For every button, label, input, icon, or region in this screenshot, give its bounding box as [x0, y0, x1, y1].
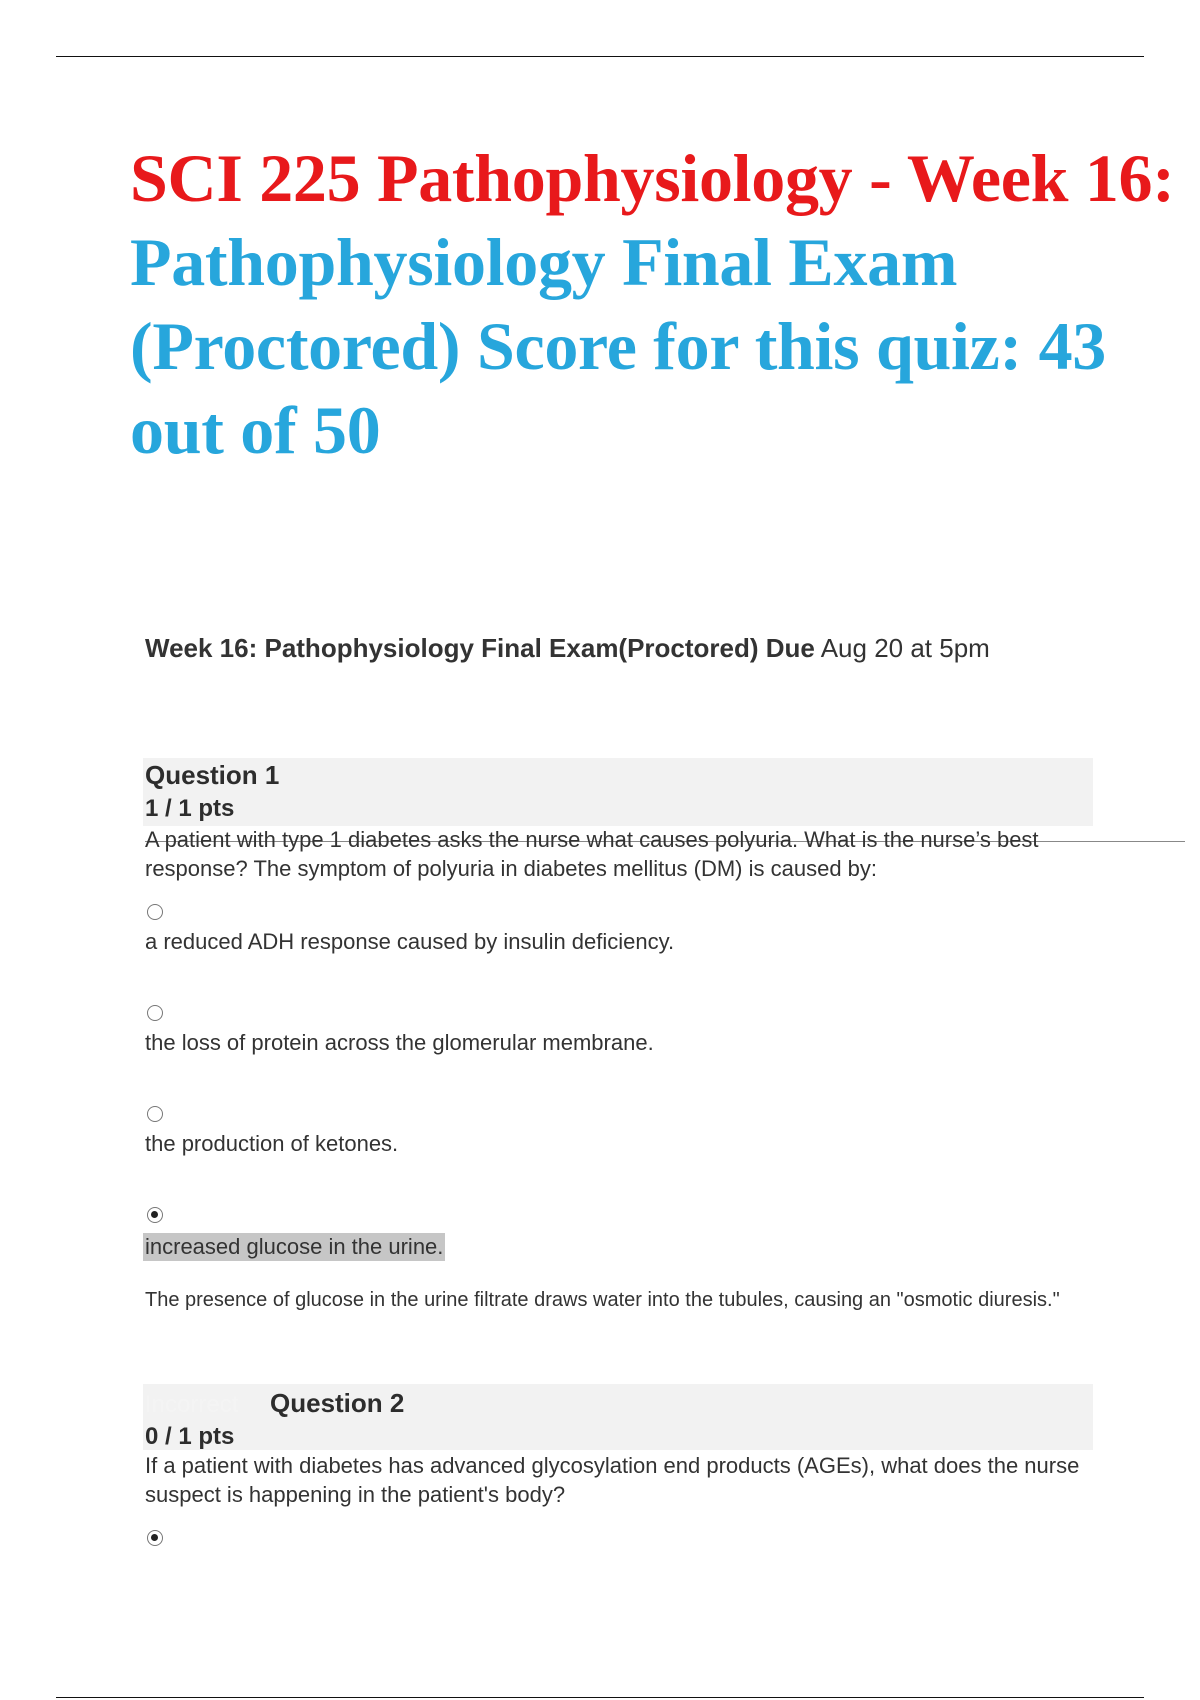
answer-option-3: the production of ketones. [145, 1131, 399, 1156]
question-2-text: If a patient with diabetes has advanced glycosylation end products (AGEs), what does the nurse suspect is happening in the patient's body? [145, 1453, 1080, 1507]
answer-option-4: increased glucose in the urine. [145, 1234, 444, 1259]
question-2-points: 0 / 1 pts [145, 1423, 235, 1450]
assignment-heading [145, 632, 1045, 665]
question-2-title: Question 2 [270, 1388, 405, 1418]
bottom-rule [56, 1697, 1144, 1698]
due-date: Aug 20 at 5pm [820, 633, 990, 663]
assignment-name: Week 16: Pathophysiology Final Exam(Proctored) Due [145, 633, 815, 663]
page-title [130, 136, 1190, 472]
question-1-explanation: The presence of glucose in the urine filtrate draws water into the tubules, causing an "osmotic diuresis." [145, 1289, 1060, 1311]
title-exam: Pathophysiology Final Exam (Proctored) Score for this quiz: 43 out of 50 [130, 224, 1106, 468]
question-2-radio-selected[interactable] [147, 1530, 163, 1546]
answer-radio-1[interactable] [147, 904, 163, 920]
answer-option-1: a reduced ADH response caused by insulin deficiency. [145, 929, 675, 954]
incorrect-badge: Incorrect [145, 1391, 239, 1418]
question-1-title: Question 1 [145, 760, 280, 790]
top-rule [56, 56, 1144, 57]
question-1-header [143, 758, 1093, 826]
question-1-text: A patient with type 1 diabetes asks the nurse what causes polyuria. What is the nurse’s best response? The symptom of polyuria in diabetes mellitus (DM) is caused by: [145, 827, 1039, 881]
answer-radio-3[interactable] [147, 1106, 163, 1122]
answer-radio-2[interactable] [147, 1005, 163, 1021]
title-course: SCI 225 Pathophysiology - Week 16: [130, 140, 1175, 216]
answer-option-2: the loss of protein across the glomerular membrane. [145, 1030, 654, 1055]
answer-radio-4-selected[interactable] [147, 1207, 163, 1223]
question-1-points: 1 / 1 pts [145, 795, 235, 822]
